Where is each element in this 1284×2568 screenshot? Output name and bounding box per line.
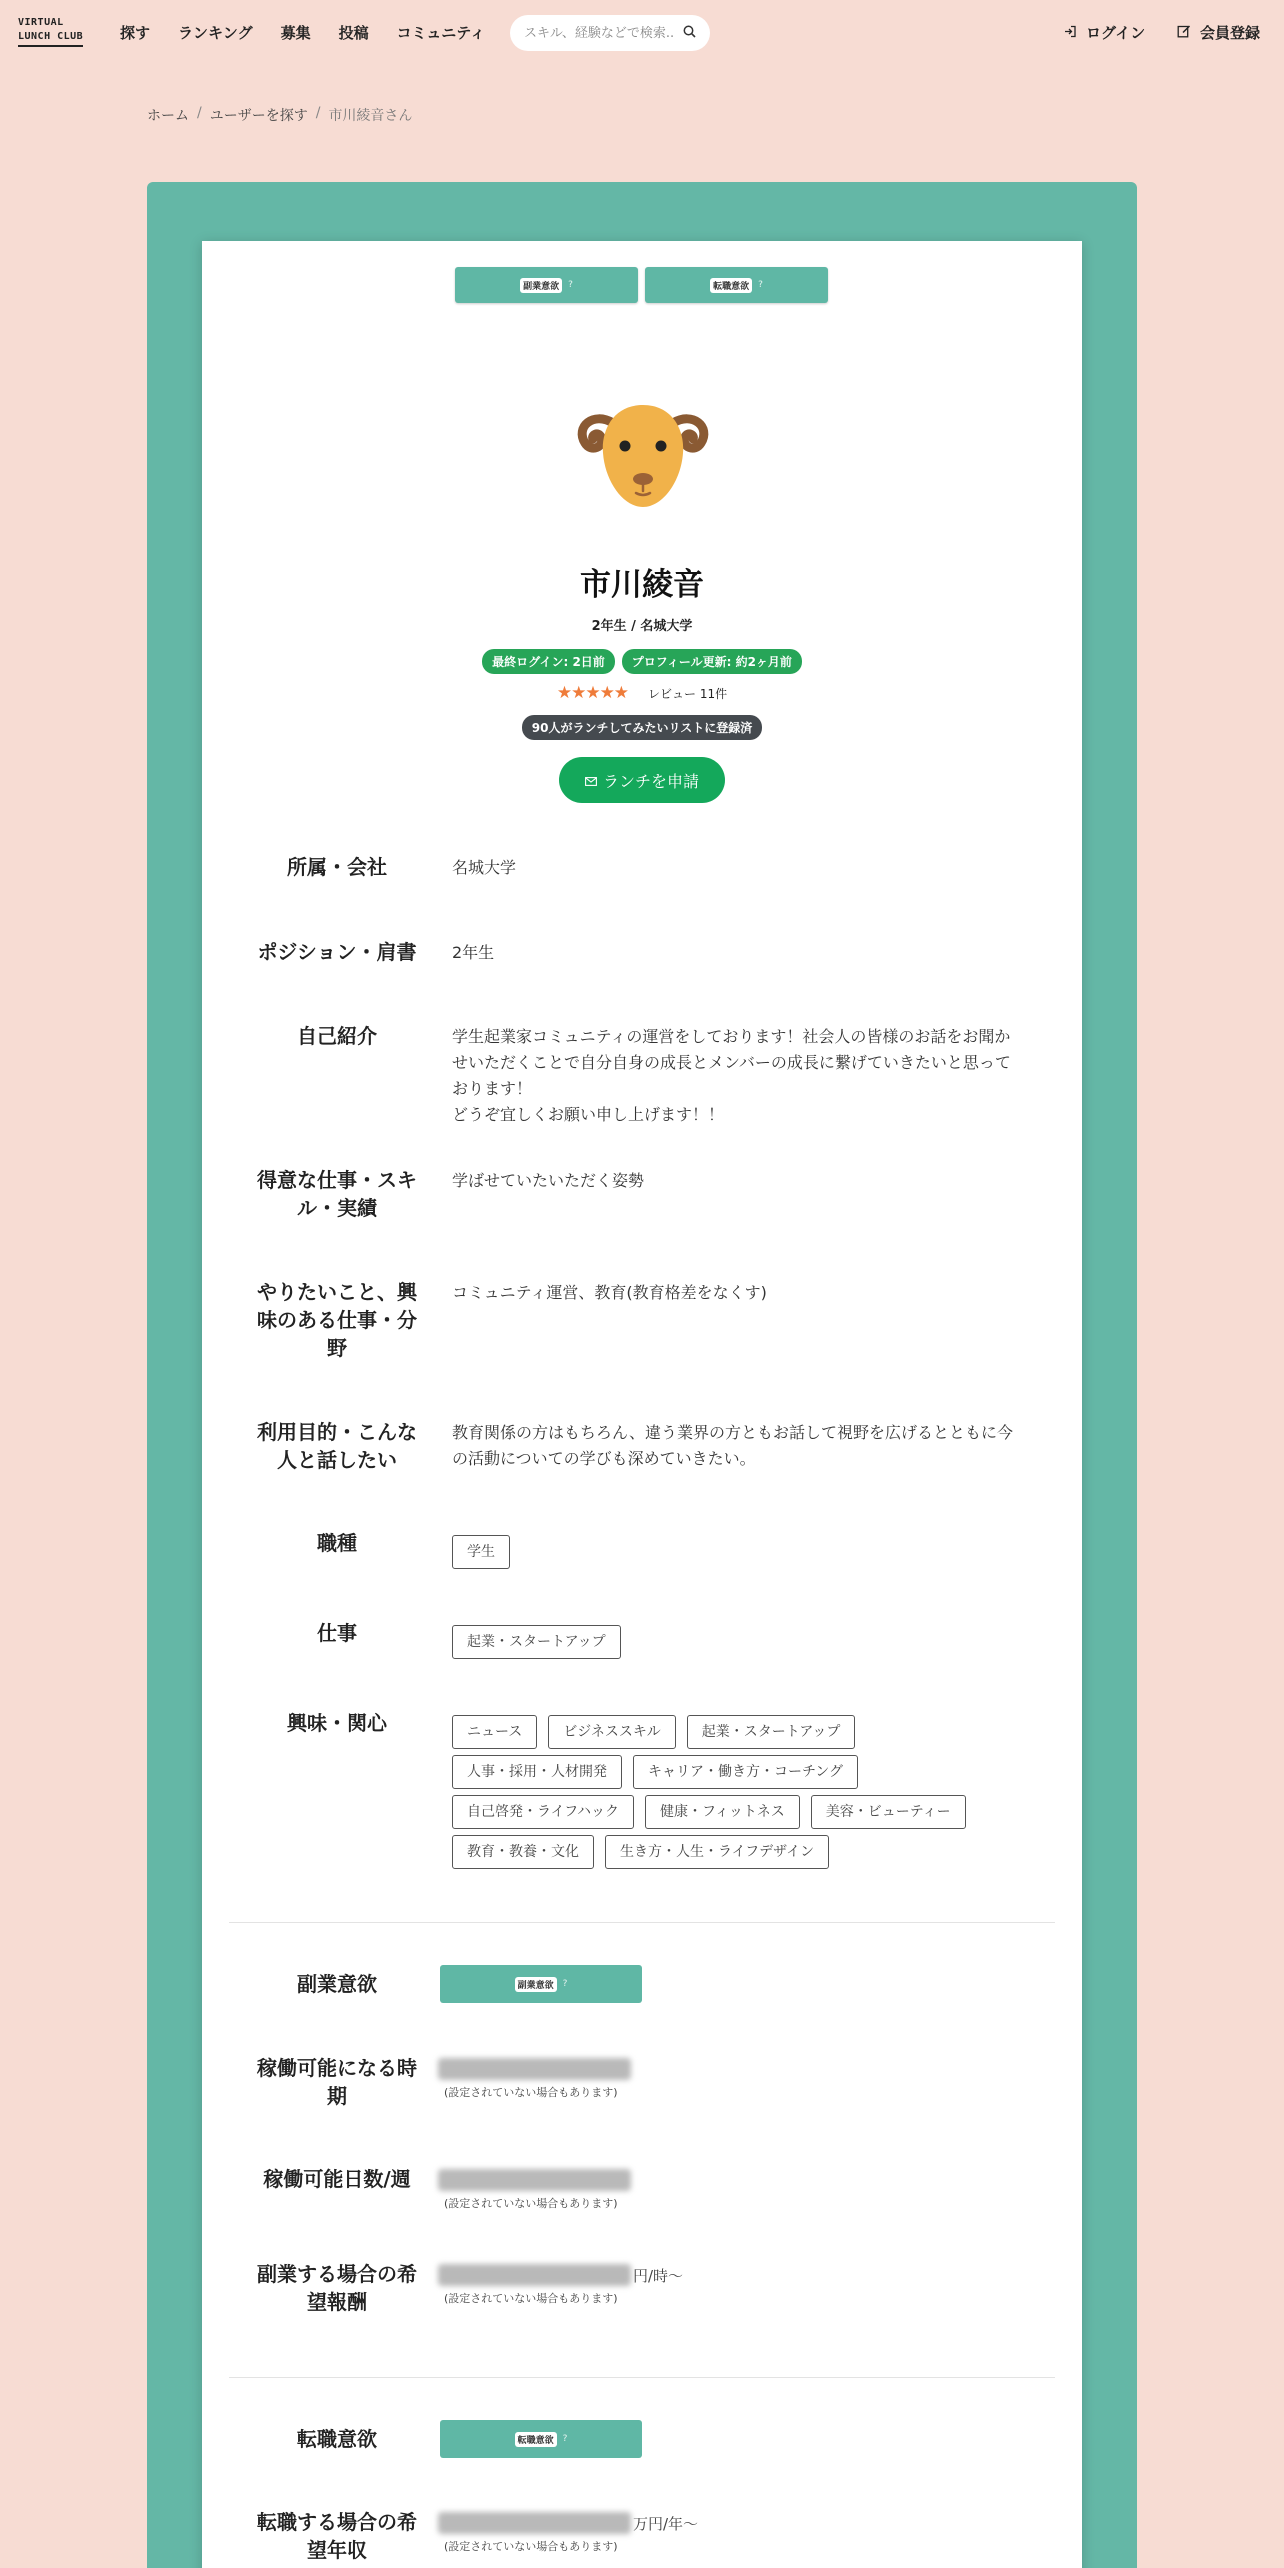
search-icon[interactable] xyxy=(683,25,696,42)
edit-icon xyxy=(1177,24,1196,42)
blurred-value xyxy=(438,2512,631,2534)
breadcrumb-current: 市川綾音さん xyxy=(328,108,413,124)
nav-community[interactable]: コミュニティ xyxy=(396,24,486,42)
blur-note: (設定されていない場合もあります) xyxy=(444,2197,618,2210)
work-label: 仕事 xyxy=(317,1621,357,1645)
job-change-label: 転職意欲 xyxy=(297,2427,377,2451)
tag[interactable]: 起業・スタートアップ xyxy=(687,1715,856,1749)
position-label: ポジション・肩書 xyxy=(257,940,417,964)
search-input[interactable] xyxy=(524,26,674,41)
logo-line1: VIRTUAL xyxy=(18,17,64,28)
tag[interactable]: キャリア・働き方・コーチング xyxy=(633,1755,858,1789)
side-job-intent-badge[interactable] xyxy=(440,1965,642,2003)
intro-value: 学生起業家コミュニティの運営をしております！社会人の皆様のお話をお聞か せいただくことで自分自身の成長とメンバーの成長に繋げていきたいと思って おります！ どうぞ宜しくお願い申し上げます！！ xyxy=(452,1027,1011,1124)
intro-label: 自己紹介 xyxy=(297,1024,377,1048)
breadcrumb-users[interactable]: ユーザーを探す xyxy=(209,108,308,124)
profile-card xyxy=(202,241,1082,2568)
hobby-label: 興味・関心 xyxy=(287,1711,387,1735)
site-logo[interactable] xyxy=(18,16,94,47)
tag[interactable]: 起業・スタートアップ xyxy=(452,1625,621,1659)
side-job-badge-label: 副業意欲 xyxy=(520,278,562,293)
job-change-intent-label: 転職意欲 xyxy=(515,2432,557,2447)
last-login-badge: 最終ログイン: 2日前 xyxy=(482,649,615,674)
salary-unit: 万円/年〜 xyxy=(633,2515,699,2533)
profile-updated-badge: プロフィール更新: 約2ヶ月前 xyxy=(622,649,802,674)
help-icon: ? xyxy=(568,280,573,290)
lunch-request-label: ランチを申請 xyxy=(602,771,699,791)
lunch-list-badge: 90人がランチしてみたいリストに登録済 xyxy=(522,715,762,740)
blur-note: (設定されていない場合もあります) xyxy=(444,2540,618,2553)
login-link[interactable] xyxy=(1064,22,1145,43)
blurred-value xyxy=(438,2264,631,2286)
header-actions xyxy=(1064,22,1260,43)
login-icon xyxy=(1064,24,1082,42)
avatar xyxy=(573,391,713,511)
start-date-label: 稼働可能になる時 期 xyxy=(257,2056,417,2108)
position-value: 2年生 xyxy=(452,943,495,962)
nav-search[interactable]: 探す xyxy=(120,24,151,42)
salary-label: 転職する場合の希 望年収 xyxy=(257,2510,417,2562)
days-label: 稼働可能日数/週 xyxy=(263,2167,411,2191)
blurred-value xyxy=(438,2058,631,2080)
logo-line2: LUNCH CLUB xyxy=(18,30,83,47)
rating xyxy=(202,683,1082,703)
tag[interactable]: ニュース xyxy=(452,1715,537,1749)
user-name: 市川綾音 xyxy=(580,567,704,603)
lunch-request-button[interactable] xyxy=(559,757,725,803)
occupation-label: 職種 xyxy=(317,1531,357,1555)
status-pills xyxy=(202,649,1082,674)
reward-unit: 円/時〜 xyxy=(633,2267,684,2285)
tag[interactable]: 学生 xyxy=(452,1535,510,1569)
divider xyxy=(229,1922,1055,1923)
signup-label: 会員登録 xyxy=(1199,24,1260,42)
nav-recruit[interactable]: 募集 xyxy=(280,24,311,42)
interests-label: やりたいこと、興 味のある仕事・分 野 xyxy=(257,1280,417,1360)
reward-label: 副業する場合の希 望報酬 xyxy=(257,2262,417,2314)
site-header xyxy=(0,0,1284,66)
review-count[interactable]: レビュー 11件 xyxy=(648,686,728,701)
skills-label: 得意な仕事・スキ ル・実績 xyxy=(257,1168,417,1220)
search-box xyxy=(510,15,710,51)
purpose-value: 教育関係の方はもちろん、違う業界の方ともお話して視野を広げるとともに今 の活動についての学びも深めていきたい。 xyxy=(452,1423,1013,1468)
interests-value: コミュニティ運営、教育(教育格差をなくす) xyxy=(452,1283,767,1302)
help-icon: ? xyxy=(562,1979,568,1989)
star-rating-icon: ★★★★★ xyxy=(556,683,629,703)
side-job-intent-label: 副業意欲 xyxy=(515,1977,557,1992)
nav-post[interactable]: 投稿 xyxy=(338,24,369,42)
job-change-intent-badge[interactable] xyxy=(440,2420,642,2458)
help-icon: ? xyxy=(758,280,763,290)
lunch-list-wrap xyxy=(202,715,1082,740)
help-icon: ? xyxy=(562,2434,568,2444)
breadcrumb-home[interactable]: ホーム xyxy=(147,108,189,124)
hobby-tags xyxy=(452,1715,1012,1869)
breadcrumb-separator: / xyxy=(197,105,202,121)
user-subtitle: 2年生 / 名城大学 xyxy=(591,619,693,634)
side-job-badge[interactable] xyxy=(455,267,638,303)
signup-link[interactable] xyxy=(1177,22,1260,43)
affiliation-value: 名城大学 xyxy=(452,858,517,877)
lunch-request-wrap xyxy=(202,757,1082,803)
breadcrumb-separator: / xyxy=(315,105,321,121)
blur-note: (設定されていない場合もあります) xyxy=(444,2292,618,2305)
side-job-label: 副業意欲 xyxy=(297,1972,377,1996)
intent-badges xyxy=(455,267,828,303)
job-change-badge-label: 転職意欲 xyxy=(710,278,752,293)
envelope-icon xyxy=(585,771,597,790)
nav-ranking[interactable]: ランキング xyxy=(178,24,253,42)
tag[interactable]: 健康・フィットネス xyxy=(645,1795,800,1829)
tag[interactable]: 教育・教養・文化 xyxy=(452,1835,594,1869)
blurred-value xyxy=(438,2169,631,2191)
blur-note: (設定されていない場合もあります) xyxy=(444,2086,618,2099)
affiliation-label: 所属・会社 xyxy=(287,855,387,879)
tag[interactable]: 人事・採用・人材開発 xyxy=(452,1755,622,1789)
tag[interactable]: 美容・ビューティー xyxy=(811,1795,966,1829)
job-change-badge[interactable] xyxy=(645,267,828,303)
tag[interactable]: 生き方・人生・ライフデザイン xyxy=(605,1835,829,1869)
tag[interactable]: 自己啓発・ライフハック xyxy=(452,1795,634,1829)
login-label: ログイン xyxy=(1085,24,1146,42)
tag[interactable]: ビジネススキル xyxy=(548,1715,675,1749)
work-tags xyxy=(452,1625,1030,1659)
divider xyxy=(229,2377,1055,2378)
breadcrumb xyxy=(147,105,412,125)
purpose-label: 利用目的・こんな 人と話したい xyxy=(257,1420,417,1472)
main-nav xyxy=(120,22,513,43)
skills-value: 学ばせていたいただく姿勢 xyxy=(452,1171,645,1190)
occupation-tags xyxy=(452,1535,1030,1569)
